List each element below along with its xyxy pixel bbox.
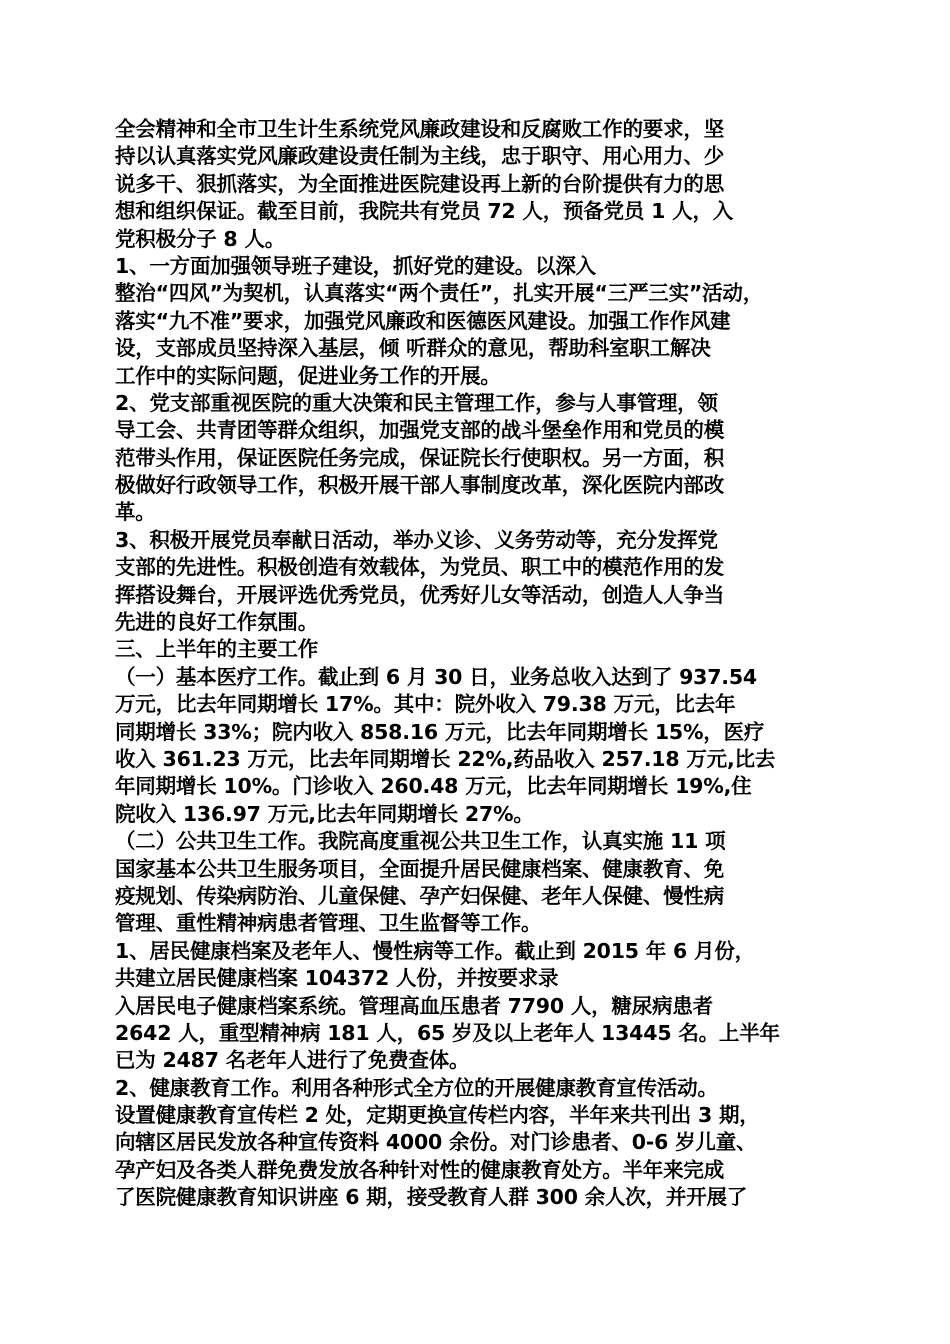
text-line: （二）公共卫生工作。我院高度重视公共卫生工作，认真实施 11 项: [115, 829, 726, 854]
text-line: 持以认真落实党风廉政建设责任制为主线，忠于职守、用心用力、少: [115, 144, 724, 169]
text-line: 同期增长 33%；院内收入 858.16 万元，比去年同期增长 15%，医疗: [115, 719, 765, 744]
text-line: 3、积极开展党员奉献日活动，举办义诊、义务劳动等，充分发挥党: [115, 527, 718, 552]
text-line: 设置健康教育宣传栏 2 处，定期更换宣传栏内容，半年来共刊出 3 期，: [115, 1103, 760, 1128]
text-line: 落实“九不准”要求，加强党风廉政和医德医风建设。加强工作作风建: [115, 308, 731, 333]
text-line: 设，支部成员坚持深入基层，倾 听群众的意见，帮助科室职工解决: [115, 336, 711, 361]
text-line: 入居民电子健康档案系统。管理高血压患者 7790 人，糖尿病患者: [115, 993, 713, 1018]
text-line: 革。: [115, 500, 156, 525]
text-line: 管理、重性精神病患者管理、卫生监督等工作。: [115, 911, 542, 936]
text-line: 整治“四风”为契机，认真落实“两个责任”，扎实开展“三严三实”活动，: [115, 281, 764, 306]
text-line: 2642 人，重型精神病 181 人，65 岁及以上老年人 13445 名。上半年: [115, 1020, 780, 1045]
text-line: 疫规划、传染病防治、儿童保健、孕产妇保健、老年人保健、慢性病: [115, 883, 724, 908]
text-line: 院收入 136.97 万元,比去年同期增长 27%。: [115, 801, 534, 826]
text-line: 1、居民健康档案及老年人、慢性病等工作。截止到 2015 年 6 月份，: [115, 938, 755, 963]
text-line: 党积极分子 8 人。: [115, 226, 286, 251]
text-line: 三、上半年的主要工作: [115, 637, 318, 662]
text-line: 2、党支部重视医院的重大决策和民主管理工作，参与人事管理，领: [115, 390, 718, 415]
text-line: 向辖区居民发放各种宣传资料 4000 余份。对门诊患者、0-6 岁儿童、: [115, 1130, 757, 1155]
text-line: 年同期增长 10%。门诊收入 260.48 万元，比去年同期增长 19%,住: [115, 774, 752, 799]
text-line: 已为 2487 名老年人进行了免费查体。: [115, 1048, 470, 1073]
text-line: 支部的先进性。积极创造有效载体，为党员、职工中的模范作用的发: [115, 555, 724, 580]
document-body: [115, 116, 840, 1212]
text-line: 共建立居民健康档案 104372 人份，并按要求录: [115, 966, 559, 991]
text-line: 说多干、狠抓落实，为全面推进医院建设再上新的台阶提供有力的思: [115, 171, 724, 196]
text-line: 国家基本公共卫生服务项目，全面提升居民健康档案、健康教育、免: [115, 856, 724, 881]
text-line: 孕产妇及各类人群免费发放各种针对性的健康教育处方。半年来完成: [115, 1157, 724, 1182]
text-line: 极做好行政领导工作，积极开展干部人事制度改革，深化医院内部改: [115, 473, 724, 498]
text-line: 工作中的实际问题，促进业务工作的开展。: [115, 363, 501, 388]
text-line: 1、一方面加强领导班子建设，抓好党的建设。以深入: [115, 253, 596, 278]
text-line: 挥搭设舞台，开展评选优秀党员，优秀好儿女等活动，创造人人争当: [115, 582, 724, 607]
text-line: 万元，比去年同期增长 17%。其中：院外收入 79.38 万元，比去年: [115, 692, 736, 717]
text-line: （一）基本医疗工作。截止到 6 月 30 日，业务总收入达到了 937.54: [115, 664, 757, 689]
text-line: 先进的良好工作氛围。: [115, 610, 318, 635]
text-line: 收入 361.23 万元，比去年同期增长 22%,药品收入 257.18 万元,比去: [115, 746, 776, 771]
text-line: 范带头作用，保证医院任务完成，保证院长行使职权。另一方面，积: [115, 445, 724, 470]
text-line: 导工会、共青团等群众组织，加强党支部的战斗堡垒作用和党员的模: [115, 418, 724, 443]
text-line: 想和组织保证。截至目前，我院共有党员 72 人，预备党员 1 人，入: [115, 199, 734, 224]
text-line: 2、健康教育工作。利用各种形式全方位的开展健康教育宣传活动。: [115, 1075, 718, 1100]
text-line: 了医院健康教育知识讲座 6 期，接受教育人群 300 余人次，并开展了: [115, 1185, 748, 1210]
text-line: 全会精神和全市卫生计生系统党风廉政建设和反腐败工作的要求，坚: [115, 117, 724, 141]
